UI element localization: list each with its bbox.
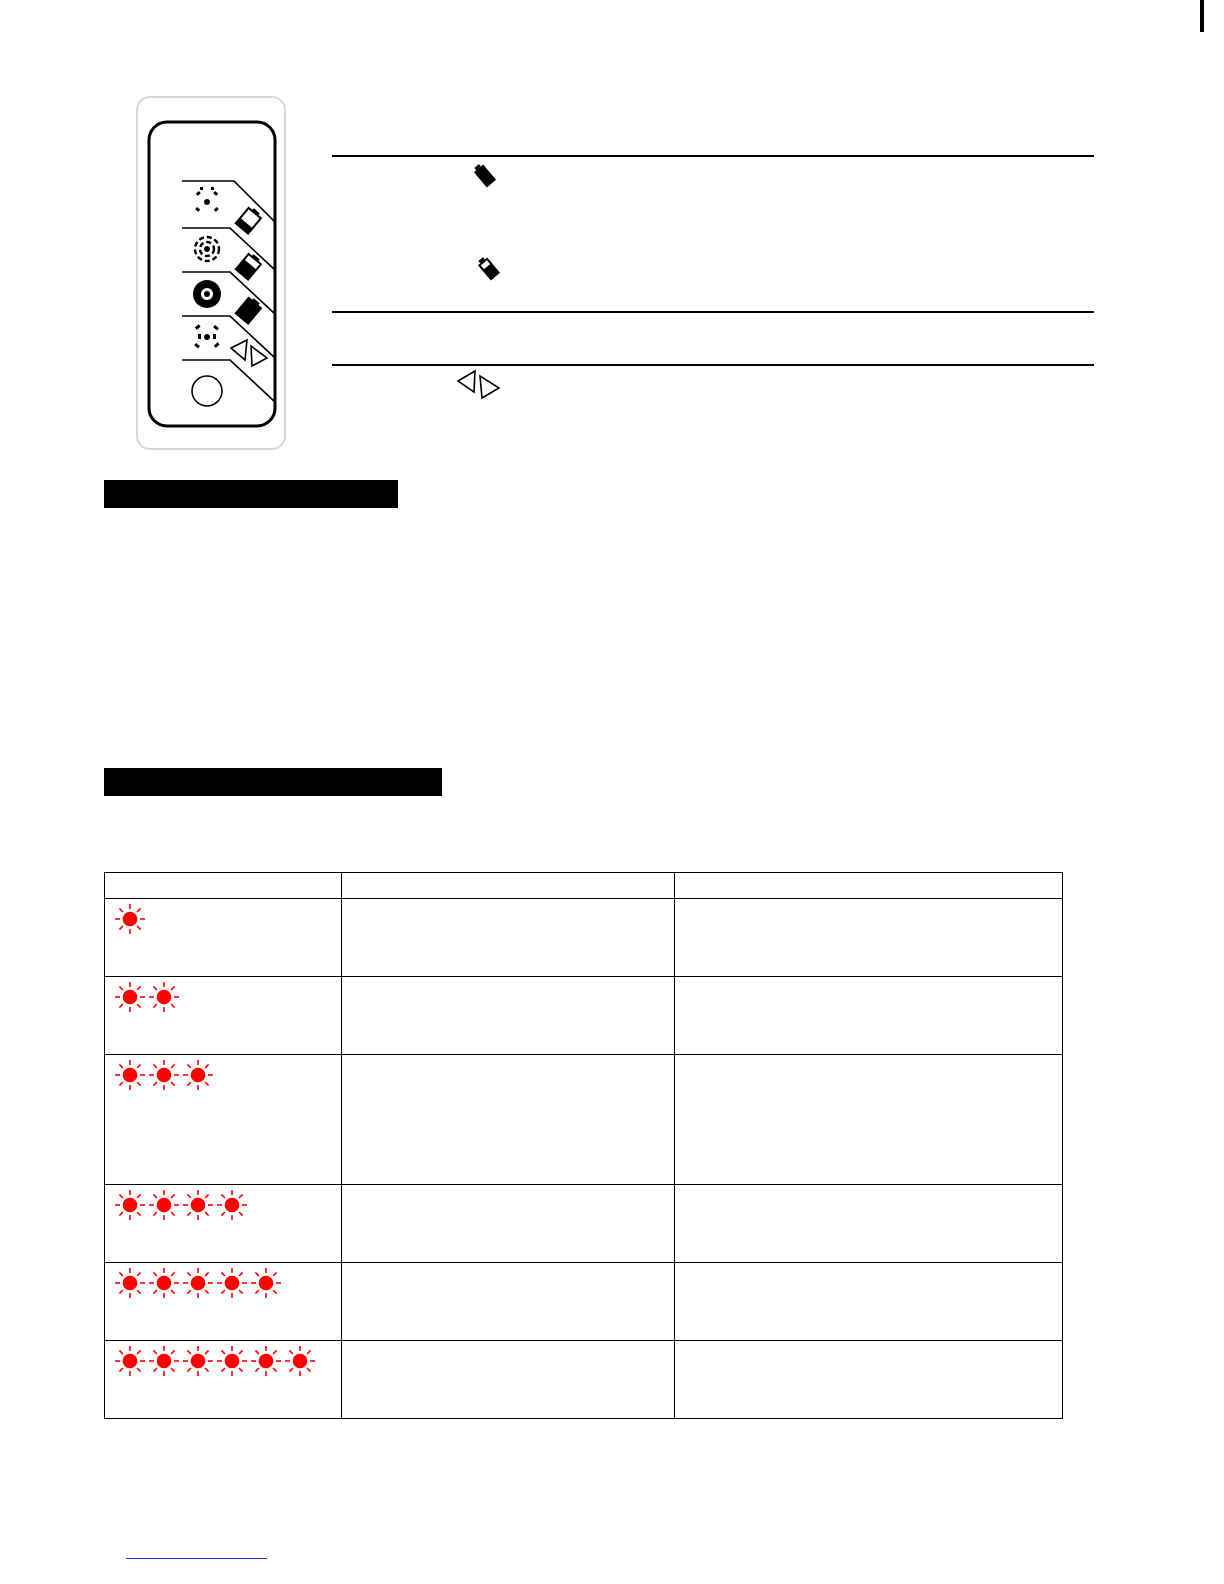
led-action-cell [675, 977, 1063, 1055]
led-flash-icons [113, 1267, 297, 1303]
header-meaning [342, 873, 675, 899]
led-action-cell [675, 1055, 1063, 1185]
table-row [105, 977, 1063, 1055]
led-flash-icons [113, 1189, 263, 1225]
legend-rule-bottom [332, 364, 1094, 366]
led-flash-cell [105, 1341, 342, 1419]
led-flash-icon [115, 1190, 145, 1220]
table-row [105, 1055, 1063, 1185]
led-flash-icon [115, 1268, 145, 1298]
led-action-cell [675, 1263, 1063, 1341]
led-flash-icon [217, 1190, 247, 1220]
signal-low-icon [195, 187, 219, 212]
led-flash-cell [105, 1263, 342, 1341]
power-button-icon [192, 376, 222, 406]
led-flash-icon [149, 1346, 179, 1376]
led-flash-icons [113, 903, 161, 939]
led-flash-cell [105, 1055, 342, 1185]
led-flash-icon [251, 1268, 281, 1298]
led-flash-icon [115, 904, 145, 934]
table-header-row [105, 873, 1063, 899]
led-flash-icon [183, 1268, 213, 1298]
led-flash-icon [149, 1190, 179, 1220]
led-meaning-cell [342, 977, 675, 1055]
led-flash-icon [115, 982, 145, 1012]
led-meaning-cell [342, 1263, 675, 1341]
page-edge-marker [1200, 0, 1204, 32]
led-flash-icon [217, 1268, 247, 1298]
battery-empty-icon [236, 206, 263, 234]
header-action [675, 873, 1063, 899]
led-flash-icons [113, 1059, 229, 1095]
led-flash-cell [105, 977, 342, 1055]
led-meaning-cell [342, 899, 675, 977]
led-action-cell [675, 899, 1063, 977]
arrows-icon [455, 368, 505, 402]
led-flash-icon [149, 1268, 179, 1298]
led-flash-cell [105, 1185, 342, 1263]
header-flashes [105, 873, 342, 899]
target-icon [193, 280, 221, 308]
led-flash-cell [105, 899, 342, 977]
led-meaning-cell [342, 1341, 675, 1419]
table-row [105, 899, 1063, 977]
device-panel-illustration [136, 96, 286, 450]
led-flash-icon [149, 1060, 179, 1090]
section-heading-bar-2 [104, 768, 442, 796]
led-flash-icon [285, 1346, 315, 1376]
led-flash-icon [183, 1190, 213, 1220]
battery-low-icon [472, 253, 506, 285]
arrows-icon [231, 340, 267, 366]
led-meaning-cell [342, 1055, 675, 1185]
led-flash-icon [183, 1346, 213, 1376]
led-flash-table [104, 872, 1063, 1419]
footer-link-underline [126, 1558, 267, 1559]
led-flash-icon [115, 1060, 145, 1090]
led-flash-icons [113, 1345, 331, 1381]
led-flash-icon [115, 1346, 145, 1376]
table-row [105, 1263, 1063, 1341]
signal-arrows-icon [194, 324, 219, 348]
led-flash-icon [183, 1060, 213, 1090]
section-heading-bar [104, 480, 398, 508]
led-meaning-cell [342, 1185, 675, 1263]
led-flash-icon [149, 982, 179, 1012]
led-flash-icon [217, 1346, 247, 1376]
table-row [105, 1341, 1063, 1419]
led-action-cell [675, 1185, 1063, 1263]
legend-rule-middle [332, 311, 1094, 313]
battery-full-icon [468, 160, 502, 192]
led-flash-icon [251, 1346, 281, 1376]
table-row [105, 1185, 1063, 1263]
legend-rule-top [332, 155, 1094, 157]
led-action-cell [675, 1341, 1063, 1419]
led-flash-icons [113, 981, 195, 1017]
